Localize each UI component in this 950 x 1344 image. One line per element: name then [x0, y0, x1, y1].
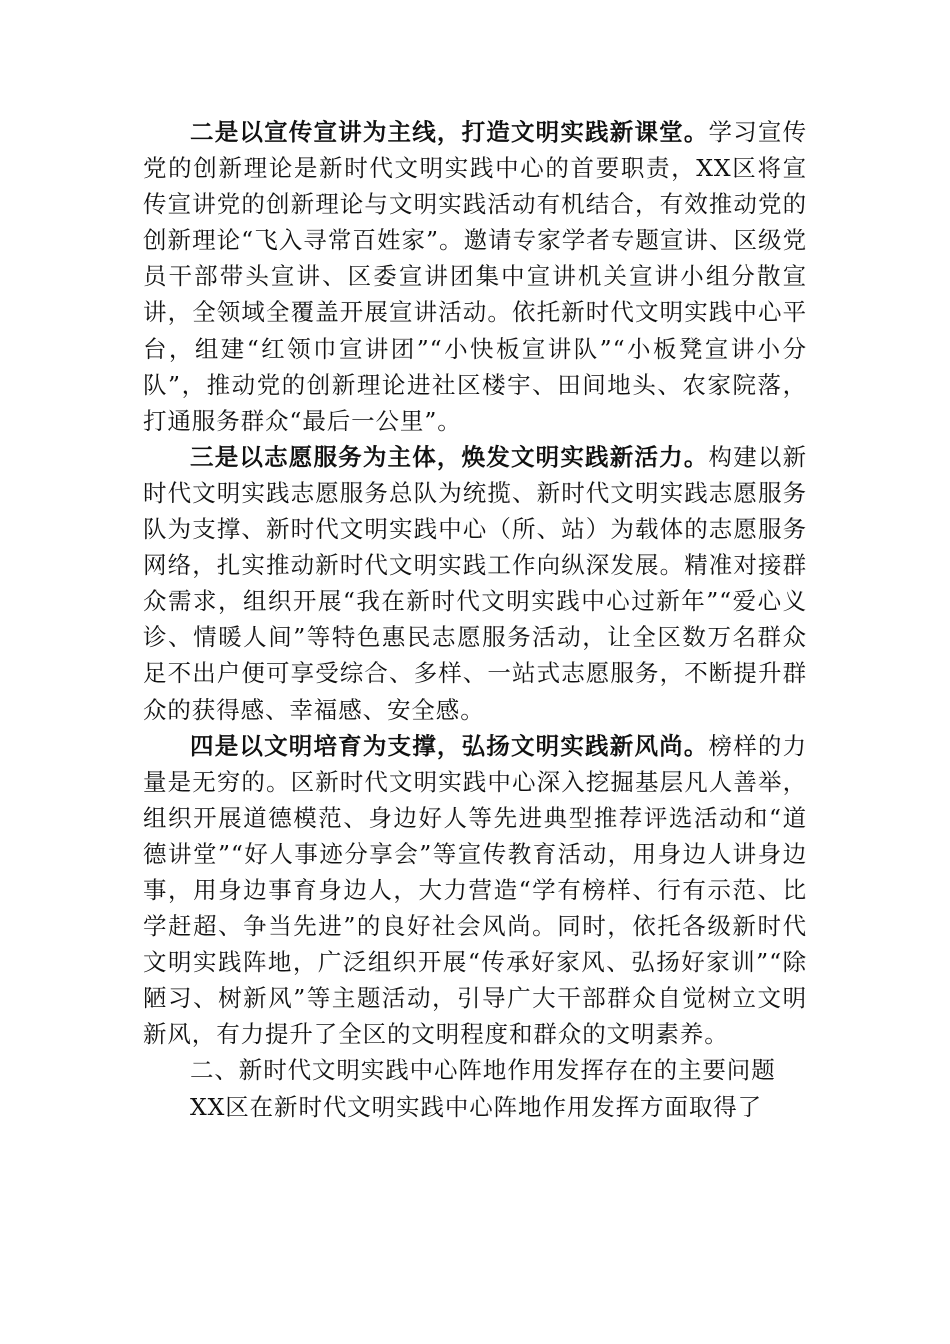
paragraph-text: 学习宣传党的创新理论是新时代文明实践中心的首要职责，XX区将宣传宣讲党的创新理论与文明实践活动有机结合，有效推动党的创新理论“飞入寻常百姓家”。邀请专家学者专题宣讲、区级党员干部带头宣讲、区委宣讲团集中宣讲机关宣讲小组分散宣讲，全领域全覆盖开展宣讲活动。依托新时代文明实践中心平台，组建“红领巾宣讲团”“小快板宣讲队”“小板凳宣讲小分队”，推动党的创新理论进社区楼宇、田间地头、农家院落，打通服务群众“最后一公里”。 [143, 118, 807, 435]
paragraph-text: 构建以新时代文明实践志愿服务总队为统揽、新时代文明实践志愿服务队为支撑、新时代文明实践中心（所、站）为载体的志愿服务网络，扎实推动新时代文明实践工作向纵深发展。精准对接群众需求，组织开展“我在新时代文明实践中心过新年”“爱心义诊、情暖人间”等特色惠民志愿服务活动，让全区数万名群众足不出户便可享受综合、多样、一站式志愿服务，不断提升群众的获得感、幸福感、安全感。 [143, 442, 807, 724]
paragraph-publicity [143, 114, 807, 439]
paragraph-cultivation [143, 728, 807, 1053]
paragraph-volunteer [143, 439, 807, 728]
paragraph-lead: 四是以文明培育为支撑，弘扬文明实践新风尚。 [190, 731, 709, 760]
paragraph-text: 榜样的力量是无穷的。区新时代文明实践中心深入挖掘基层凡人善举，组织开展道德模范、身边好人等先进典型推荐评选活动和“道德讲堂”“好人事迹分享会”等宣传教育活动，用身边人讲身边事，用身边事育身边人，大力营造“学有榜样、行有示范、比学赶超、争当先进”的良好社会风尚。同时，依托各级新时代文明实践阵地，广泛组织开展“传承好家风、弘扬好家训”“除陋习、树新风”等主题活动，引导广大干部群众自觉树立文明新风，有力提升了全区的文明程度和群众的文明素养。 [143, 731, 807, 1049]
document-body [143, 114, 807, 1125]
paragraph-lead: 三是以志愿服务为主体，焕发文明实践新活力。 [190, 442, 709, 471]
paragraph-lead: 二是以宣传宣讲为主线，打造文明实践新课堂。 [190, 118, 709, 146]
section-heading: 二、新时代文明实践中心阵地作用发挥存在的主要问题 [190, 1056, 776, 1085]
paragraph-final: XX区在新时代文明实践中心阵地作用发挥方面取得了 [190, 1092, 763, 1121]
